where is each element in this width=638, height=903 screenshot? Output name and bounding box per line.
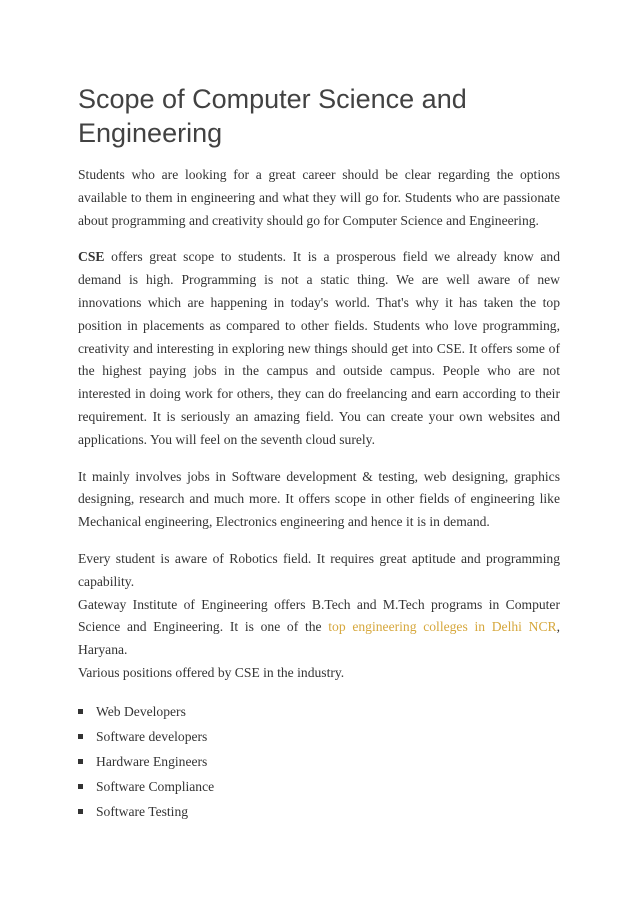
bullet-icon xyxy=(78,809,83,814)
list-item xyxy=(78,699,560,724)
intro-paragraph: Students who are looking for a great career should be clear regarding the options available to them in engineering and what they will go for. Students who are passionate about programming and creativity should go for Computer Science and Engineering. xyxy=(78,167,560,228)
list-item-label: Web Developers xyxy=(96,703,186,719)
bullet-icon xyxy=(78,784,83,789)
cse-paragraph xyxy=(78,246,560,451)
bullet-icon xyxy=(78,709,83,714)
positions-intro: Various positions offered by CSE in the industry. xyxy=(78,664,345,680)
jobs-paragraph: It mainly involves jobs in Software development & testing, web designing, graphics designing, research and much more. It offers scope in other fields of engineering like Mechanical engineering, Electronics engineering and hence it is in demand. xyxy=(78,468,560,530)
gateway-paragraph xyxy=(78,594,560,662)
page-title: Scope of Computer Science and Engineering xyxy=(78,84,467,148)
list-item xyxy=(78,774,560,799)
gateway-text-before: Gateway Institute of Engineering offers B.Tech and M.Tech programs in Computer Science and Engineering. It is one of the xyxy=(78,596,560,635)
bullet-icon xyxy=(78,734,83,739)
list-item xyxy=(78,749,560,774)
list-item-label: Software Testing xyxy=(96,803,189,819)
robotics-paragraph: Every student is aware of Robotics field. It requires great aptitude and programming capability. xyxy=(78,550,560,589)
list-item-label: Software developers xyxy=(96,728,208,744)
cse-bold-label: CSE xyxy=(78,249,105,265)
bullet-icon xyxy=(78,759,83,764)
positions-list xyxy=(78,699,560,824)
list-item-label: Software Compliance xyxy=(96,778,215,794)
colleges-link[interactable]: top engineering colleges in Delhi NCR xyxy=(328,619,557,635)
cse-paragraph-text: offers great scope to students. It is a prosperous field we already know and demand is high. Programming is not a static thing. We are well aware of new innovations which are happening in today's world. That's why it has taken the top position in placements as compared to other fields. Students who love programming, creativity and interesting in exploring new things should get into CSE. It offers some of the highest paying jobs in the campus and outside campus. People who are not interested in doing work for others, they can do freelancing and earn according to their requirement. It is seriously an amazing field. You can create your own websites and applications. You will feel on the seventh cloud surely. xyxy=(78,249,560,447)
list-item xyxy=(78,724,560,749)
gateway-text-after: , Haryana. xyxy=(78,619,560,658)
document-page xyxy=(78,82,560,824)
list-item xyxy=(78,799,560,824)
list-item-label: Hardware Engineers xyxy=(96,753,208,769)
